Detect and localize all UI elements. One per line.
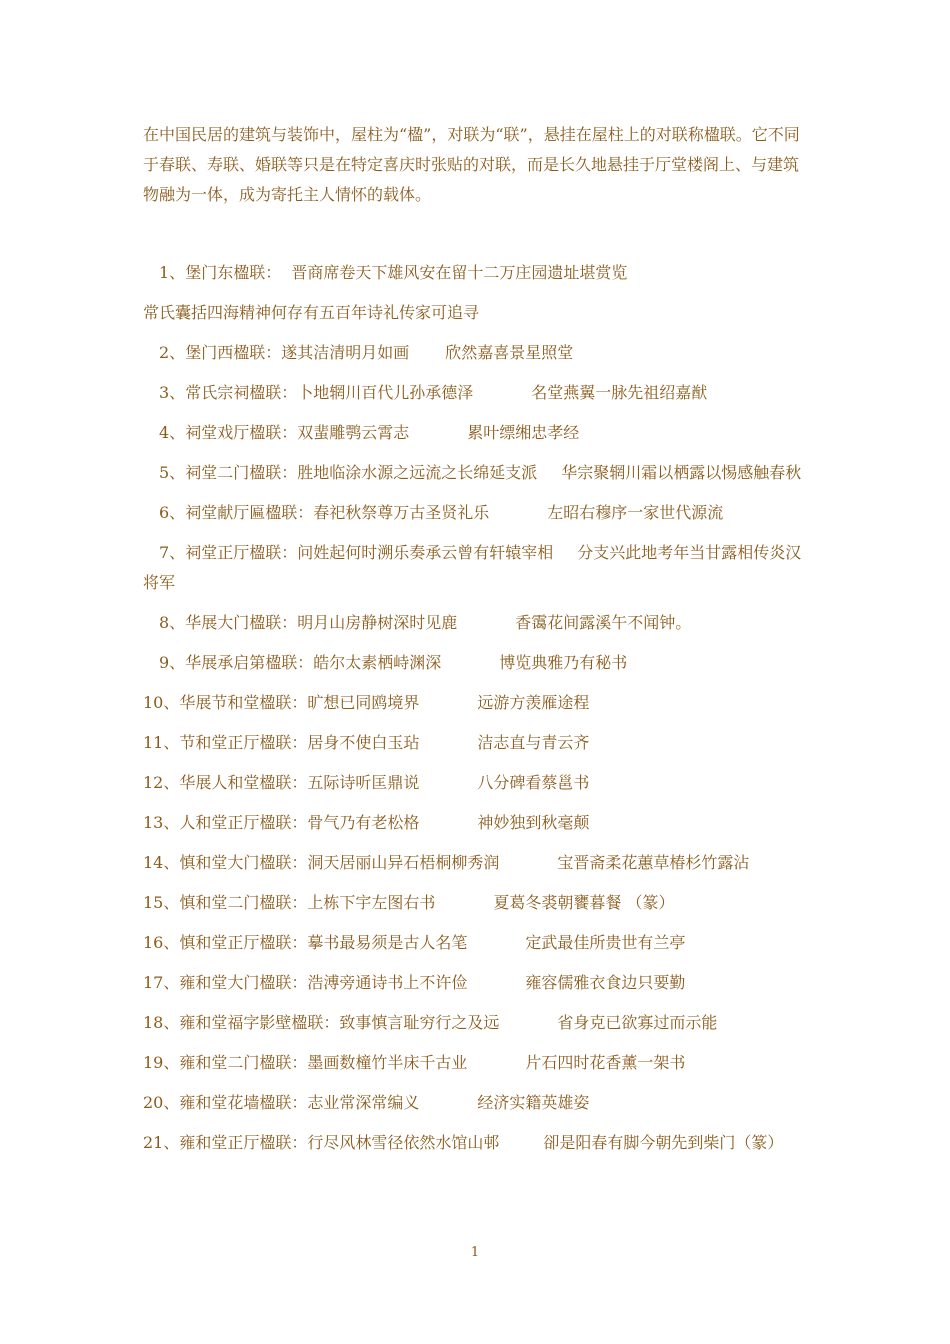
location-label: 慎和堂正厅楹联：: [179, 933, 308, 952]
couplet-lower-line: 累叶缥缃忠孝经: [467, 423, 580, 442]
couplet-upper-line: 问姓起何时溯乐奏承云曾有轩辕宰相: [297, 543, 554, 562]
location-label: 祠堂正厅楹联：: [185, 543, 298, 562]
list-item: [143, 538, 813, 598]
couplet-upper-line: 致事慎言耻穷行之及远: [339, 1013, 500, 1032]
list-item: [143, 1088, 813, 1118]
item-number: 8、: [159, 613, 186, 632]
item-number: 5、: [159, 463, 186, 482]
couplet-upper-line: 五际诗听匡鼎说: [307, 773, 420, 792]
couplet-lower-line: 经济实籍英雄姿: [477, 1093, 590, 1112]
couplet-upper-line: 春祀秋祭尊万古圣贤礼乐: [313, 503, 490, 522]
location-label: 节和堂正厅楹联：: [179, 733, 308, 752]
couplet-upper-line: 上栋下宇左图右书: [307, 893, 436, 912]
location-label: 慎和堂大门楹联：: [179, 853, 308, 872]
couplet-lower-line: 分支兴此地考年当甘露相传炎汉将军: [143, 543, 802, 592]
location-label: 雍和堂正厅楹联：: [179, 1133, 308, 1152]
list-item: [143, 928, 813, 958]
list-item: [143, 418, 813, 448]
couplet-upper-line: 行尽风林雪径依然水馆山邨: [307, 1133, 500, 1152]
couplet-lower-line: 定武最佳所贵世有兰亭: [525, 933, 686, 952]
couplet-upper-line: 居身不使白玉玷: [307, 733, 420, 752]
couplet-upper-line: 晋商席卷天下雄风安在留十二万庄园遗址堪赏览: [291, 263, 628, 282]
list-item: [143, 258, 813, 288]
list-item: [143, 728, 813, 758]
couplet-upper-line: 骨气乃有老松格: [307, 813, 420, 832]
couplet-upper-line: 双蜚雕鹗云霄志: [297, 423, 410, 442]
couplet-lower-line: 华宗聚辋川霜以栖露以惕感触春秋: [561, 463, 802, 482]
item-number: 17、: [143, 973, 180, 992]
couplet-lower-line: 卻是阳春有脚今朝先到柴门（篆）: [543, 1133, 784, 1152]
couplet-upper-line: 浩溥旁通诗书上不许俭: [307, 973, 468, 992]
item-number: 3、: [159, 383, 186, 402]
item-number: 4、: [159, 423, 186, 442]
couplet-upper-line: 旷想已同鸥境界: [307, 693, 420, 712]
item-number: 12、: [143, 773, 180, 792]
list-item: [143, 648, 813, 678]
couplet-upper-line: 志业常深常编义: [307, 1093, 420, 1112]
page-number: 1: [470, 1245, 480, 1260]
couplet-list: [143, 258, 813, 1168]
couplet-lower-line: 博览典雅乃有秘书: [499, 653, 628, 672]
location-label: 祠堂戏厅楹联：: [185, 423, 298, 442]
item-number: 18、: [143, 1013, 180, 1032]
couplet-upper-line: 摹书最易须是古人名笔: [307, 933, 468, 952]
item-number: 21、: [143, 1133, 180, 1152]
list-item: [143, 888, 813, 918]
location-label: 华展人和堂楹联：: [179, 773, 308, 792]
couplet-upper-line: 卜地辋川百代儿孙承德泽: [297, 383, 474, 402]
couplet-lower-line: 省身克已欲寡过而示能: [557, 1013, 718, 1032]
list-item: [143, 1128, 813, 1158]
couplet-lower-line: 名堂燕翼一脉先祖绍嘉猷: [531, 383, 708, 402]
list-item: [143, 298, 813, 328]
couplet-lower-line: 香霭花间露溪午不闻钟。: [515, 613, 692, 632]
couplet-lower-line: 雍容儒雅衣食边只要勤: [525, 973, 686, 992]
couplet-lower-line: 八分碑看蔡邕书: [477, 773, 590, 792]
item-number: 14、: [143, 853, 180, 872]
item-number: 16、: [143, 933, 180, 952]
location-label: 慎和堂二门楹联：: [179, 893, 308, 912]
list-item: [143, 338, 813, 368]
couplet-upper-line: 墨画数橦竹半床千古业: [307, 1053, 468, 1072]
location-label: 雍和堂花墙楹联：: [179, 1093, 308, 1112]
couplet-lower-line: 宝晋斋柔花蕙草椿杉竹露沾: [557, 853, 750, 872]
item-number: 15、: [143, 893, 180, 912]
couplet-lower-line: 夏葛冬裘朝饔暮餐 （篆）: [493, 893, 675, 912]
location-label: 雍和堂二门楹联：: [179, 1053, 308, 1072]
location-label: 堡门东楹联：: [185, 263, 282, 282]
item-number: 20、: [143, 1093, 180, 1112]
list-item: [143, 968, 813, 998]
list-item: [143, 688, 813, 718]
list-item: [143, 458, 813, 488]
location-label: 雍和堂大门楹联：: [179, 973, 308, 992]
list-item: [143, 808, 813, 838]
item-number: 19、: [143, 1053, 180, 1072]
location-label: 人和堂正厅楹联：: [179, 813, 308, 832]
list-item: [143, 768, 813, 798]
list-item: [143, 848, 813, 878]
item-number: 10、: [143, 693, 180, 712]
couplet-lower-line: 神妙独到秋毫颠: [477, 813, 590, 832]
intro-paragraph: 在中国民居的建筑与装饰中，屋柱为“楹”，对联为“联”，悬挂在屋柱上的对联称楹联。它不同于春联、寿联、婚联等只是在特定喜庆时张贴的对联，而是长久地悬挂于厅堂楼阁上、与建筑物融为一体，成为寄托主人情怀的载体。: [143, 125, 800, 204]
list-item: [143, 608, 813, 638]
location-label: 雍和堂福字影壁楹联：: [179, 1013, 340, 1032]
couplet-upper-line: 洞天居丽山异石梧桐柳秀润: [307, 853, 500, 872]
couplet-lower-line: 片石四时花香薰一架书: [525, 1053, 686, 1072]
list-item: [143, 498, 813, 528]
list-item: [143, 1048, 813, 1078]
item-number: 7、: [159, 543, 186, 562]
couplet-upper-line: 遂其洁清明月如画: [281, 343, 410, 362]
item-number: 13、: [143, 813, 180, 832]
list-item: [143, 378, 813, 408]
item-number: 2、: [159, 343, 186, 362]
item-number: 11、: [143, 733, 180, 752]
couplet-upper-line: 胜地临涂水源之远流之长绵延支派: [297, 463, 538, 482]
couplet-lower-line: 远游方羡雁途程: [477, 693, 590, 712]
item-number: 1、: [159, 263, 186, 282]
couplet-lower-line: 欣然嘉喜景星照堂: [445, 343, 574, 362]
list-item: [143, 1008, 813, 1038]
couplet-upper-line: 明月山房静树深时见鹿: [297, 613, 458, 632]
location-label: 祠堂二门楹联：: [185, 463, 298, 482]
location-label: 华展承启第楹联：: [185, 653, 314, 672]
item-number: 6、: [159, 503, 186, 522]
couplet-lower-line: 左昭右穆序一家世代源流: [547, 503, 724, 522]
location-label: 堡门西楹联：: [185, 343, 282, 362]
couplet-upper-line: 皓尔太素栖峙渊深: [313, 653, 442, 672]
item-number: 9、: [159, 653, 186, 672]
location-label: 华展大门楹联：: [185, 613, 298, 632]
location-label: 华展节和堂楹联：: [179, 693, 308, 712]
location-label: 祠堂献厅匾楹联：: [185, 503, 314, 522]
location-label: 常氏宗祠楹联：: [185, 383, 298, 402]
couplet-lower-line: 洁志直与青云齐: [477, 733, 590, 752]
couplet-upper-line: 常氏囊括四海精神何存有五百年诗礼传家可追寻: [143, 303, 480, 322]
